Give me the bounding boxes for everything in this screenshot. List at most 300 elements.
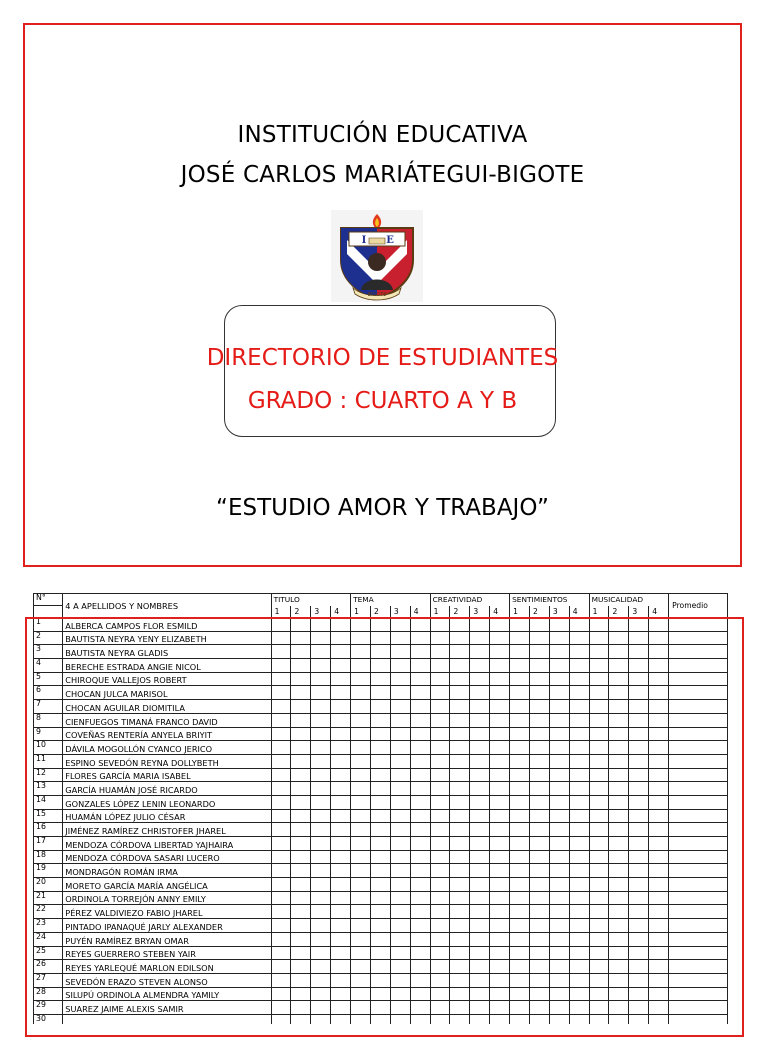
grade-cell[interactable] <box>410 919 430 933</box>
grade-cell[interactable] <box>529 1001 549 1015</box>
grade-cell[interactable] <box>609 891 629 905</box>
grade-cell[interactable] <box>390 659 410 673</box>
grade-cell[interactable] <box>470 1001 490 1015</box>
grade-cell[interactable] <box>470 741 490 755</box>
grade-cell[interactable] <box>390 631 410 645</box>
grade-cell[interactable] <box>410 741 430 755</box>
grade-cell[interactable] <box>549 891 569 905</box>
grade-cell[interactable] <box>549 1014 569 1024</box>
grade-cell[interactable] <box>649 919 669 933</box>
grade-cell[interactable] <box>490 919 510 933</box>
grade-cell[interactable] <box>291 1014 311 1024</box>
grade-cell[interactable] <box>490 809 510 823</box>
average-cell[interactable] <box>669 659 728 673</box>
average-cell[interactable] <box>669 932 728 946</box>
grade-cell[interactable] <box>589 795 609 809</box>
grade-cell[interactable] <box>629 618 649 632</box>
grade-cell[interactable] <box>370 659 390 673</box>
grade-cell[interactable] <box>569 946 589 960</box>
grade-cell[interactable] <box>609 727 629 741</box>
grade-cell[interactable] <box>529 659 549 673</box>
grade-cell[interactable] <box>490 754 510 768</box>
grade-cell[interactable] <box>529 686 549 700</box>
average-cell[interactable] <box>669 782 728 796</box>
grade-cell[interactable] <box>410 864 430 878</box>
grade-cell[interactable] <box>549 809 569 823</box>
grade-cell[interactable] <box>390 782 410 796</box>
grade-cell[interactable] <box>609 795 629 809</box>
grade-cell[interactable] <box>370 1014 390 1024</box>
grade-cell[interactable] <box>450 864 470 878</box>
grade-cell[interactable] <box>271 795 291 809</box>
average-cell[interactable] <box>669 768 728 782</box>
grade-cell[interactable] <box>331 672 351 686</box>
grade-cell[interactable] <box>271 741 291 755</box>
grade-cell[interactable] <box>589 960 609 974</box>
grade-cell[interactable] <box>589 618 609 632</box>
grade-cell[interactable] <box>549 823 569 837</box>
grade-cell[interactable] <box>430 905 450 919</box>
grade-cell[interactable] <box>609 878 629 892</box>
grade-cell[interactable] <box>609 686 629 700</box>
grade-cell[interactable] <box>291 932 311 946</box>
grade-cell[interactable] <box>351 837 371 851</box>
grade-cell[interactable] <box>450 891 470 905</box>
grade-cell[interactable] <box>569 645 589 659</box>
grade-cell[interactable] <box>430 932 450 946</box>
grade-cell[interactable] <box>510 837 530 851</box>
grade-cell[interactable] <box>629 850 649 864</box>
grade-cell[interactable] <box>649 864 669 878</box>
grade-cell[interactable] <box>549 700 569 714</box>
grade-cell[interactable] <box>629 754 649 768</box>
grade-cell[interactable] <box>331 686 351 700</box>
grade-cell[interactable] <box>311 741 331 755</box>
grade-cell[interactable] <box>271 946 291 960</box>
grade-cell[interactable] <box>629 891 649 905</box>
grade-cell[interactable] <box>370 741 390 755</box>
grade-cell[interactable] <box>430 754 450 768</box>
grade-cell[interactable] <box>589 946 609 960</box>
grade-cell[interactable] <box>450 1001 470 1015</box>
grade-cell[interactable] <box>649 631 669 645</box>
grade-cell[interactable] <box>510 809 530 823</box>
grade-cell[interactable] <box>490 659 510 673</box>
grade-cell[interactable] <box>649 905 669 919</box>
grade-cell[interactable] <box>271 905 291 919</box>
average-cell[interactable] <box>669 987 728 1001</box>
grade-cell[interactable] <box>549 878 569 892</box>
grade-cell[interactable] <box>510 700 530 714</box>
grade-cell[interactable] <box>529 645 549 659</box>
grade-cell[interactable] <box>390 713 410 727</box>
average-cell[interactable] <box>669 713 728 727</box>
grade-cell[interactable] <box>390 768 410 782</box>
grade-cell[interactable] <box>311 878 331 892</box>
grade-cell[interactable] <box>589 713 609 727</box>
average-cell[interactable] <box>669 919 728 933</box>
grade-cell[interactable] <box>510 973 530 987</box>
grade-cell[interactable] <box>629 878 649 892</box>
grade-cell[interactable] <box>569 987 589 1001</box>
grade-cell[interactable] <box>331 795 351 809</box>
grade-cell[interactable] <box>510 891 530 905</box>
grade-cell[interactable] <box>589 1001 609 1015</box>
grade-cell[interactable] <box>370 891 390 905</box>
grade-cell[interactable] <box>450 946 470 960</box>
grade-cell[interactable] <box>410 782 430 796</box>
grade-cell[interactable] <box>490 973 510 987</box>
grade-cell[interactable] <box>271 645 291 659</box>
grade-cell[interactable] <box>351 960 371 974</box>
grade-cell[interactable] <box>271 919 291 933</box>
grade-cell[interactable] <box>331 878 351 892</box>
grade-cell[interactable] <box>589 686 609 700</box>
grade-cell[interactable] <box>331 823 351 837</box>
grade-cell[interactable] <box>331 905 351 919</box>
grade-cell[interactable] <box>331 809 351 823</box>
grade-cell[interactable] <box>470 919 490 933</box>
grade-cell[interactable] <box>589 727 609 741</box>
grade-cell[interactable] <box>351 741 371 755</box>
grade-cell[interactable] <box>549 686 569 700</box>
grade-cell[interactable] <box>649 1014 669 1024</box>
grade-cell[interactable] <box>490 837 510 851</box>
grade-cell[interactable] <box>390 946 410 960</box>
grade-cell[interactable] <box>490 795 510 809</box>
grade-cell[interactable] <box>470 987 490 1001</box>
grade-cell[interactable] <box>430 768 450 782</box>
grade-cell[interactable] <box>470 659 490 673</box>
grade-cell[interactable] <box>430 700 450 714</box>
grade-cell[interactable] <box>569 932 589 946</box>
grade-cell[interactable] <box>510 659 530 673</box>
grade-cell[interactable] <box>549 837 569 851</box>
grade-cell[interactable] <box>529 891 549 905</box>
grade-cell[interactable] <box>529 837 549 851</box>
grade-cell[interactable] <box>291 686 311 700</box>
grade-cell[interactable] <box>291 919 311 933</box>
grade-cell[interactable] <box>351 891 371 905</box>
grade-cell[interactable] <box>311 905 331 919</box>
grade-cell[interactable] <box>351 659 371 673</box>
grade-cell[interactable] <box>470 878 490 892</box>
grade-cell[interactable] <box>450 837 470 851</box>
grade-cell[interactable] <box>430 1014 450 1024</box>
grade-cell[interactable] <box>410 809 430 823</box>
grade-cell[interactable] <box>510 768 530 782</box>
grade-cell[interactable] <box>549 864 569 878</box>
grade-cell[interactable] <box>649 946 669 960</box>
grade-cell[interactable] <box>510 645 530 659</box>
grade-cell[interactable] <box>609 618 629 632</box>
grade-cell[interactable] <box>490 727 510 741</box>
grade-cell[interactable] <box>450 631 470 645</box>
grade-cell[interactable] <box>331 987 351 1001</box>
grade-cell[interactable] <box>351 686 371 700</box>
grade-cell[interactable] <box>351 645 371 659</box>
grade-cell[interactable] <box>649 659 669 673</box>
grade-cell[interactable] <box>450 618 470 632</box>
grade-cell[interactable] <box>410 795 430 809</box>
grade-cell[interactable] <box>609 809 629 823</box>
grade-cell[interactable] <box>510 919 530 933</box>
grade-cell[interactable] <box>390 973 410 987</box>
grade-cell[interactable] <box>609 631 629 645</box>
grade-cell[interactable] <box>351 987 371 1001</box>
grade-cell[interactable] <box>311 631 331 645</box>
grade-cell[interactable] <box>490 645 510 659</box>
grade-cell[interactable] <box>311 645 331 659</box>
grade-cell[interactable] <box>609 741 629 755</box>
grade-cell[interactable] <box>529 782 549 796</box>
grade-cell[interactable] <box>589 672 609 686</box>
grade-cell[interactable] <box>390 837 410 851</box>
grade-cell[interactable] <box>331 713 351 727</box>
grade-cell[interactable] <box>351 905 371 919</box>
grade-cell[interactable] <box>291 987 311 1001</box>
grade-cell[interactable] <box>629 837 649 851</box>
grade-cell[interactable] <box>549 659 569 673</box>
grade-cell[interactable] <box>271 823 291 837</box>
grade-cell[interactable] <box>271 700 291 714</box>
grade-cell[interactable] <box>609 905 629 919</box>
grade-cell[interactable] <box>529 795 549 809</box>
grade-cell[interactable] <box>370 809 390 823</box>
grade-cell[interactable] <box>311 782 331 796</box>
grade-cell[interactable] <box>629 645 649 659</box>
grade-cell[interactable] <box>291 754 311 768</box>
grade-cell[interactable] <box>549 782 569 796</box>
grade-cell[interactable] <box>490 987 510 1001</box>
grade-cell[interactable] <box>490 686 510 700</box>
grade-cell[interactable] <box>529 727 549 741</box>
grade-cell[interactable] <box>609 700 629 714</box>
grade-cell[interactable] <box>410 987 430 1001</box>
grade-cell[interactable] <box>589 864 609 878</box>
grade-cell[interactable] <box>490 1014 510 1024</box>
grade-cell[interactable] <box>589 645 609 659</box>
grade-cell[interactable] <box>390 672 410 686</box>
grade-cell[interactable] <box>430 631 450 645</box>
grade-cell[interactable] <box>390 618 410 632</box>
grade-cell[interactable] <box>390 700 410 714</box>
average-cell[interactable] <box>669 946 728 960</box>
grade-cell[interactable] <box>490 672 510 686</box>
grade-cell[interactable] <box>370 727 390 741</box>
grade-cell[interactable] <box>351 946 371 960</box>
grade-cell[interactable] <box>291 946 311 960</box>
average-cell[interactable] <box>669 795 728 809</box>
grade-cell[interactable] <box>351 809 371 823</box>
grade-cell[interactable] <box>589 878 609 892</box>
grade-cell[interactable] <box>390 727 410 741</box>
grade-cell[interactable] <box>430 878 450 892</box>
grade-cell[interactable] <box>271 987 291 1001</box>
grade-cell[interactable] <box>331 919 351 933</box>
grade-cell[interactable] <box>629 782 649 796</box>
grade-cell[interactable] <box>311 932 331 946</box>
grade-cell[interactable] <box>271 837 291 851</box>
grade-cell[interactable] <box>271 672 291 686</box>
grade-cell[interactable] <box>331 946 351 960</box>
grade-cell[interactable] <box>589 850 609 864</box>
grade-cell[interactable] <box>649 741 669 755</box>
grade-cell[interactable] <box>370 973 390 987</box>
grade-cell[interactable] <box>311 1001 331 1015</box>
grade-cell[interactable] <box>490 878 510 892</box>
grade-cell[interactable] <box>271 659 291 673</box>
average-cell[interactable] <box>669 837 728 851</box>
grade-cell[interactable] <box>470 1014 490 1024</box>
grade-cell[interactable] <box>589 891 609 905</box>
grade-cell[interactable] <box>370 645 390 659</box>
grade-cell[interactable] <box>331 741 351 755</box>
grade-cell[interactable] <box>490 768 510 782</box>
grade-cell[interactable] <box>629 1014 649 1024</box>
grade-cell[interactable] <box>410 631 430 645</box>
grade-cell[interactable] <box>510 850 530 864</box>
grade-cell[interactable] <box>311 946 331 960</box>
grade-cell[interactable] <box>569 919 589 933</box>
grade-cell[interactable] <box>589 741 609 755</box>
grade-cell[interactable] <box>589 754 609 768</box>
grade-cell[interactable] <box>450 741 470 755</box>
grade-cell[interactable] <box>410 700 430 714</box>
grade-cell[interactable] <box>430 713 450 727</box>
grade-cell[interactable] <box>450 905 470 919</box>
grade-cell[interactable] <box>470 672 490 686</box>
grade-cell[interactable] <box>410 823 430 837</box>
grade-cell[interactable] <box>331 727 351 741</box>
grade-cell[interactable] <box>549 727 569 741</box>
grade-cell[interactable] <box>291 645 311 659</box>
grade-cell[interactable] <box>450 754 470 768</box>
grade-cell[interactable] <box>331 850 351 864</box>
grade-cell[interactable] <box>450 645 470 659</box>
grade-cell[interactable] <box>589 700 609 714</box>
grade-cell[interactable] <box>569 672 589 686</box>
grade-cell[interactable] <box>609 864 629 878</box>
grade-cell[interactable] <box>430 864 450 878</box>
grade-cell[interactable] <box>390 809 410 823</box>
grade-cell[interactable] <box>390 823 410 837</box>
grade-cell[interactable] <box>390 795 410 809</box>
average-cell[interactable] <box>669 618 728 632</box>
grade-cell[interactable] <box>450 850 470 864</box>
grade-cell[interactable] <box>331 891 351 905</box>
grade-cell[interactable] <box>510 960 530 974</box>
grade-cell[interactable] <box>529 1014 549 1024</box>
grade-cell[interactable] <box>311 659 331 673</box>
grade-cell[interactable] <box>529 878 549 892</box>
grade-cell[interactable] <box>529 973 549 987</box>
grade-cell[interactable] <box>271 973 291 987</box>
grade-cell[interactable] <box>589 932 609 946</box>
grade-cell[interactable] <box>271 782 291 796</box>
grade-cell[interactable] <box>569 754 589 768</box>
grade-cell[interactable] <box>331 782 351 796</box>
average-cell[interactable] <box>669 823 728 837</box>
grade-cell[interactable] <box>490 782 510 796</box>
grade-cell[interactable] <box>549 919 569 933</box>
grade-cell[interactable] <box>629 713 649 727</box>
grade-cell[interactable] <box>370 987 390 1001</box>
grade-cell[interactable] <box>311 987 331 1001</box>
grade-cell[interactable] <box>390 1001 410 1015</box>
grade-cell[interactable] <box>291 700 311 714</box>
grade-cell[interactable] <box>311 891 331 905</box>
grade-cell[interactable] <box>470 960 490 974</box>
grade-cell[interactable] <box>430 618 450 632</box>
grade-cell[interactable] <box>351 1014 371 1024</box>
average-cell[interactable] <box>669 809 728 823</box>
grade-cell[interactable] <box>549 672 569 686</box>
grade-cell[interactable] <box>450 809 470 823</box>
grade-cell[interactable] <box>271 713 291 727</box>
grade-cell[interactable] <box>430 973 450 987</box>
grade-cell[interactable] <box>271 850 291 864</box>
grade-cell[interactable] <box>649 960 669 974</box>
grade-cell[interactable] <box>529 754 549 768</box>
grade-cell[interactable] <box>450 987 470 1001</box>
grade-cell[interactable] <box>370 905 390 919</box>
grade-cell[interactable] <box>390 864 410 878</box>
grade-cell[interactable] <box>569 850 589 864</box>
grade-cell[interactable] <box>510 946 530 960</box>
grade-cell[interactable] <box>410 850 430 864</box>
grade-cell[interactable] <box>490 850 510 864</box>
grade-cell[interactable] <box>649 891 669 905</box>
grade-cell[interactable] <box>629 631 649 645</box>
grade-cell[interactable] <box>649 987 669 1001</box>
grade-cell[interactable] <box>589 768 609 782</box>
grade-cell[interactable] <box>430 919 450 933</box>
grade-cell[interactable] <box>370 782 390 796</box>
grade-cell[interactable] <box>470 809 490 823</box>
grade-cell[interactable] <box>311 1014 331 1024</box>
grade-cell[interactable] <box>649 618 669 632</box>
grade-cell[interactable] <box>271 960 291 974</box>
grade-cell[interactable] <box>450 686 470 700</box>
grade-cell[interactable] <box>311 727 331 741</box>
grade-cell[interactable] <box>569 960 589 974</box>
average-cell[interactable] <box>669 631 728 645</box>
grade-cell[interactable] <box>589 987 609 1001</box>
grade-cell[interactable] <box>529 768 549 782</box>
grade-cell[interactable] <box>291 878 311 892</box>
grade-cell[interactable] <box>549 850 569 864</box>
grade-cell[interactable] <box>331 631 351 645</box>
grade-cell[interactable] <box>450 700 470 714</box>
grade-cell[interactable] <box>291 905 311 919</box>
grade-cell[interactable] <box>549 905 569 919</box>
grade-cell[interactable] <box>589 1014 609 1024</box>
grade-cell[interactable] <box>609 782 629 796</box>
grade-cell[interactable] <box>291 618 311 632</box>
average-cell[interactable] <box>669 864 728 878</box>
grade-cell[interactable] <box>609 919 629 933</box>
grade-cell[interactable] <box>569 741 589 755</box>
grade-cell[interactable] <box>390 878 410 892</box>
grade-cell[interactable] <box>410 973 430 987</box>
grade-cell[interactable] <box>609 946 629 960</box>
grade-cell[interactable] <box>351 618 371 632</box>
average-cell[interactable] <box>669 850 728 864</box>
grade-cell[interactable] <box>649 878 669 892</box>
grade-cell[interactable] <box>470 973 490 987</box>
grade-cell[interactable] <box>430 823 450 837</box>
